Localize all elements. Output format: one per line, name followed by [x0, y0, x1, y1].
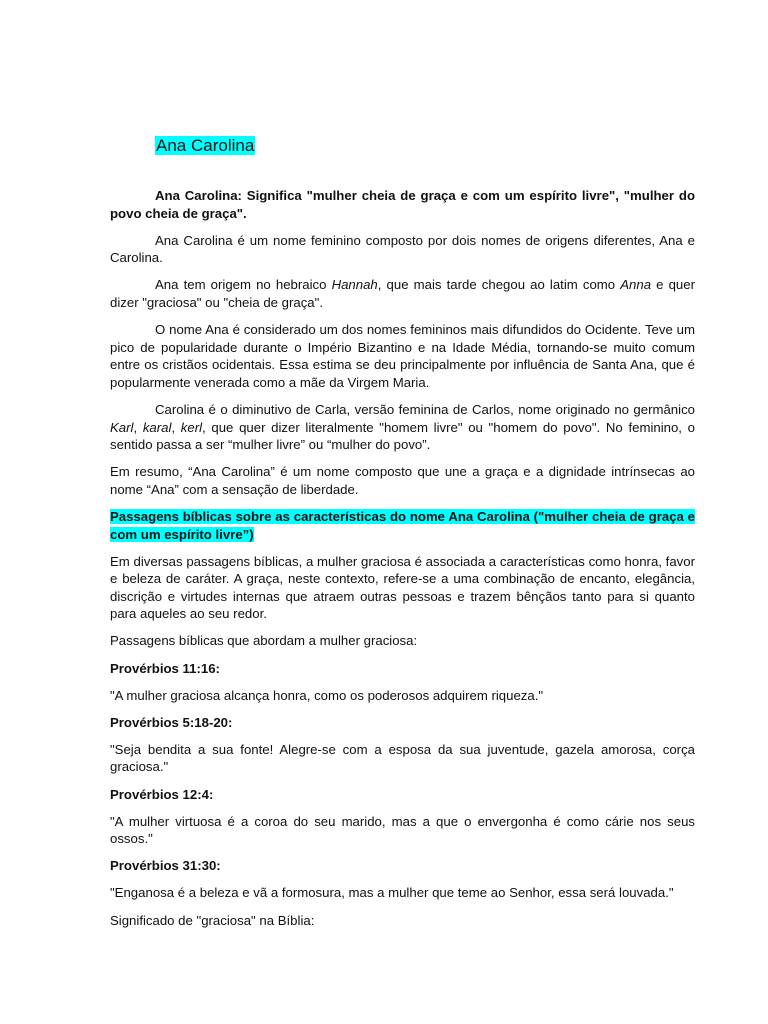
italic-term-karal: karal [142, 419, 172, 435]
paragraph-summary: Em resumo, “Ana Carolina” é um nome composto que une a graça e a dignidade intrínsecas ao nome “Ana” com a sensação de liberdade. [110, 464, 695, 497]
italic-term-anna: Anna [620, 277, 652, 293]
verse-quote: "A mulher graciosa alcança honra, como os poderosos adquirem riqueza." [110, 687, 544, 703]
text-span: , [171, 419, 181, 435]
verse-reference: Provérbios 5:18-20: [110, 714, 233, 730]
verse-quote: "Enganosa é a beleza e vã a formosura, mas a mulher que teme ao Senhor, essa será louvada." [110, 885, 674, 901]
text-span: , [133, 419, 143, 435]
verse-quote: "Seja bendita a sua fonte! Alegre-se com a esposa da sua juventude, gazela amorosa, corça graciosa." [110, 741, 695, 775]
text-span: e quer dizer "graciosa" ou "cheia de graça". [110, 277, 695, 310]
paragraph-ana-origin [110, 276, 695, 311]
section-heading-highlight: Passagens bíblicas sobre as características do nome Ana Carolina ("mulher cheia de graça e com um espírito livre”) [110, 508, 695, 542]
italic-term-kerl: kerl [180, 419, 203, 435]
text-span: Carolina é o diminutivo de Carla, versão feminina de Carlos, nome originado no germânico [155, 401, 695, 417]
paragraph-gracious-woman: Em diversas passagens bíblicas, a mulher graciosa é associada a características como honra, favor e beleza de caráter. A graça, neste contexto, refere-se a uma combinação de encanto, elegância, discrição e virtudes internas que atraem outras pessoas e trazem bênçãos tanto para si quanto para aqueles ao seu redor. [110, 553, 695, 622]
paragraph-composition: Ana Carolina é um nome feminino composto por dois nomes de origens diferentes, Ana e Carolina. [110, 232, 695, 266]
lead-paragraph: Ana Carolina: Significa "mulher cheia de graça e com um espírito livre", "mulher do povo cheia de graça". [110, 188, 695, 221]
section-heading-biblical [110, 508, 695, 543]
page-title [155, 135, 695, 157]
paragraph-passages-intro: Passagens bíblicas que abordam a mulher graciosa: [110, 633, 418, 649]
verse-reference: Provérbios 12:4: [110, 786, 214, 802]
italic-term-hannah: Hannah [331, 277, 378, 293]
verse-reference: Provérbios 11:16: [110, 660, 220, 676]
page-title-highlight: Ana Carolina [156, 136, 255, 155]
paragraph-ana-popularity: O nome Ana é considerado um dos nomes femininos mais difundidos do Ocidente. Teve um pico de popularidade durante o Império Bizantino e na Idade Média, tornando-se muito comum entre os cristãos ocidentais. Essa estima se deu principalmente por influência de Santa Ana, que é popularmente venerada como a mãe da Virgem Maria. [110, 322, 695, 390]
italic-term-karl: Karl [110, 419, 134, 435]
verse-reference: Provérbios 31:30: [110, 858, 221, 874]
paragraph-carolina-origin [110, 401, 695, 454]
text-span: Ana tem origem no hebraico [155, 277, 332, 293]
text-span: , que quer dizer literalmente "homem livre" ou "homem do povo". No feminino, o sentido passa a ser “mulher livre” ou “mulher do povo”. [110, 419, 695, 453]
paragraph-closing: Significado de "graciosa" na Bíblia: [110, 912, 315, 928]
document-body [110, 135, 695, 939]
verse-quote: "A mulher virtuosa é a coroa do seu marido, mas a que o envergonha é como cárie nos seus ossos." [110, 813, 695, 847]
text-span: , que mais tarde chegou ao latim como [377, 277, 621, 293]
